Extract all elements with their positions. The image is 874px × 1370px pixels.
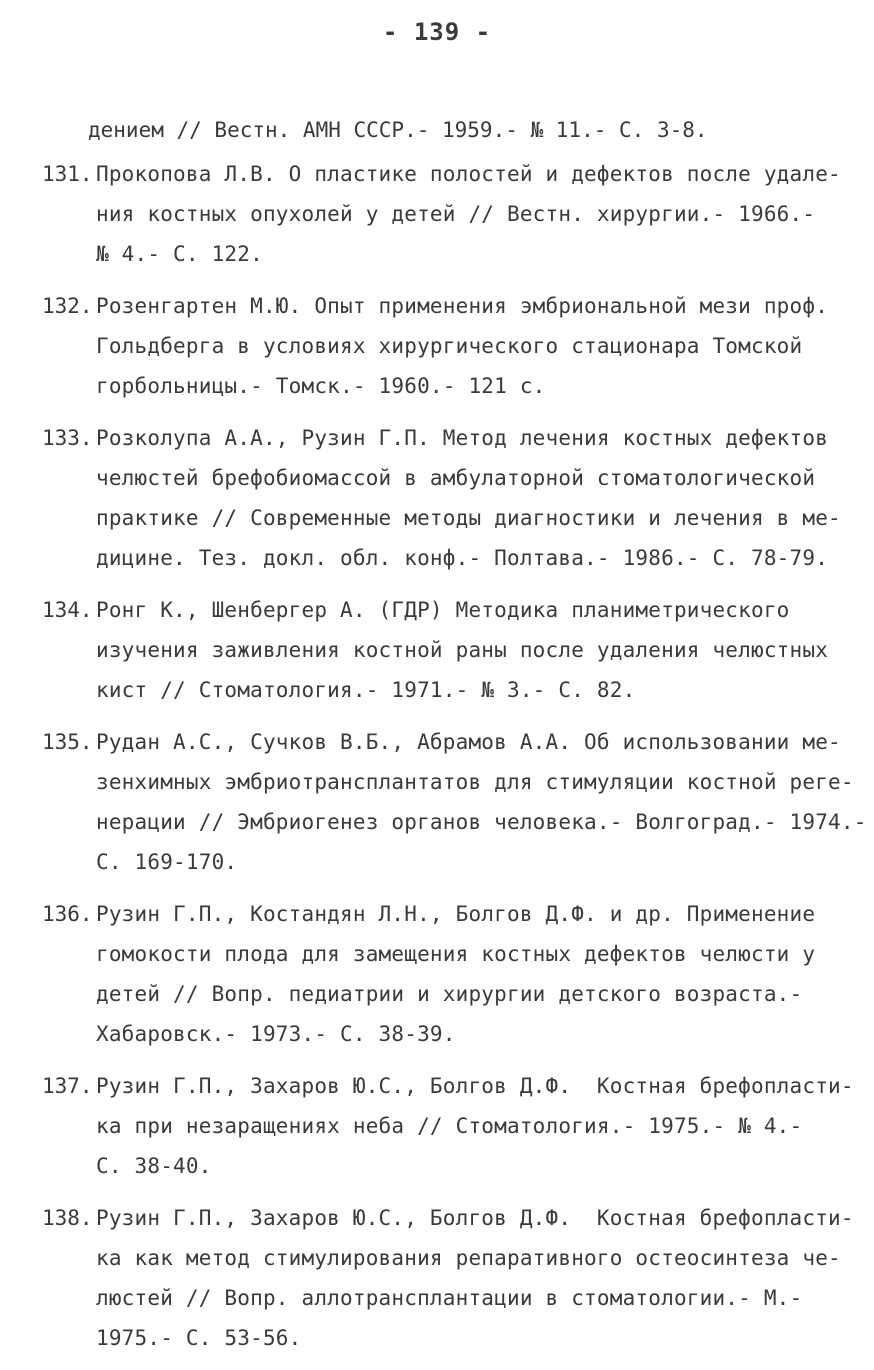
reference-line: люстей // Вопр. аллотрансплантации в стоматологии.- М.-: [96, 1286, 803, 1310]
reference-line: горбольницы.- Томск.- 1960.- 121 с.: [96, 374, 546, 398]
reference-number: 135.: [42, 730, 93, 754]
reference-line: Рузин Г.П., Костандян Л.Н., Болгов Д.Ф. и др. Применение: [96, 902, 816, 926]
reference-line: нерации // Эмбриогенез органов человека.- Волгоград.- 1974.-: [96, 810, 867, 834]
reference-line: Хабаровск.- 1973.- С. 38-39.: [96, 1022, 456, 1046]
reference-entry: [0, 418, 874, 578]
page-number: - 139 -: [382, 18, 492, 46]
reference-number: 133.: [42, 426, 93, 450]
reference-line: ка при незаращениях неба // Стоматология.- 1975.- № 4.-: [96, 1114, 803, 1138]
reference-line: С. 38-40.: [96, 1154, 212, 1178]
reference-line: Рузин Г.П., Захаров Ю.С., Болгов Д.Ф. Костная брефопласти-: [96, 1206, 854, 1230]
reference-list: [0, 154, 874, 1370]
reference-number: 137.: [42, 1074, 93, 1098]
reference-line: Гольдберга в условиях хирургического стационара Томской: [96, 334, 803, 358]
reference-line: Ронг К., Шенбергер А. (ГДР) Методика планиметрического: [96, 598, 790, 622]
reference-entry: [0, 722, 874, 882]
reference-line: Розколупа А.А., Рузин Г.П. Метод лечения костных дефектов: [96, 426, 829, 450]
reference-number: 136.: [42, 902, 93, 926]
reference-line: Прокопова Л.В. О пластике полостей и дефектов после удале-: [96, 162, 841, 186]
reference-line: детей // Вопр. педиатрии и хирургии детского возраста.-: [96, 982, 803, 1006]
reference-line: 1975.- С. 53-56.: [96, 1326, 302, 1350]
reference-line: Розенгартен М.Ю. Опыт применения эмбриональной мези проф.: [96, 294, 829, 318]
reference-line: С. 169-170.: [96, 850, 238, 874]
reference-line: челюстей брефобиомассой в амбулаторной стоматологической: [96, 466, 816, 490]
reference-number: 138.: [42, 1206, 93, 1230]
reference-line: Рудан А.С., Сучков В.Б., Абрамов А.А. Об использовании ме-: [96, 730, 841, 754]
reference-line: изучения заживления костной раны после удаления челюстных: [96, 638, 829, 662]
reference-number: 132.: [42, 294, 93, 318]
reference-number: 134.: [42, 598, 93, 622]
reference-entry: [0, 590, 874, 710]
reference-number: 131.: [42, 162, 93, 186]
reference-line: ния костных опухолей у детей // Вестн. хирургии.- 1966.-: [96, 202, 816, 226]
reference-line: Рузин Г.П., Захаров Ю.С., Болгов Д.Ф. Костная брефопласти-: [96, 1074, 854, 1098]
reference-line: дицине. Тез. докл. обл. конф.- Полтава.- 1986.- С. 78-79.: [96, 546, 829, 570]
reference-entry: [0, 1198, 874, 1358]
reference-entry: [0, 154, 874, 274]
reference-line: практике // Современные методы диагностики и лечения в ме-: [96, 506, 841, 530]
reference-line: кист // Стоматология.- 1971.- № 3.- С. 82.: [96, 678, 636, 702]
reference-entry: [0, 1066, 874, 1186]
reference-line: ка как метод стимулирования репаративного остеосинтеза че-: [96, 1246, 841, 1270]
reference-line: № 4.- С. 122.: [96, 242, 263, 266]
reference-line: зенхимных эмбриотрансплантатов для стимуляции костной реге-: [96, 770, 854, 794]
reference-entry: [0, 894, 874, 1054]
reference-line: гомокости плода для замещения костных дефектов челюсти у: [96, 942, 816, 966]
reference-entry: [0, 286, 874, 406]
continuation-text: дением // Вестн. АМН СССР.- 1959.- № 11.- С. 3-8.: [88, 118, 708, 142]
